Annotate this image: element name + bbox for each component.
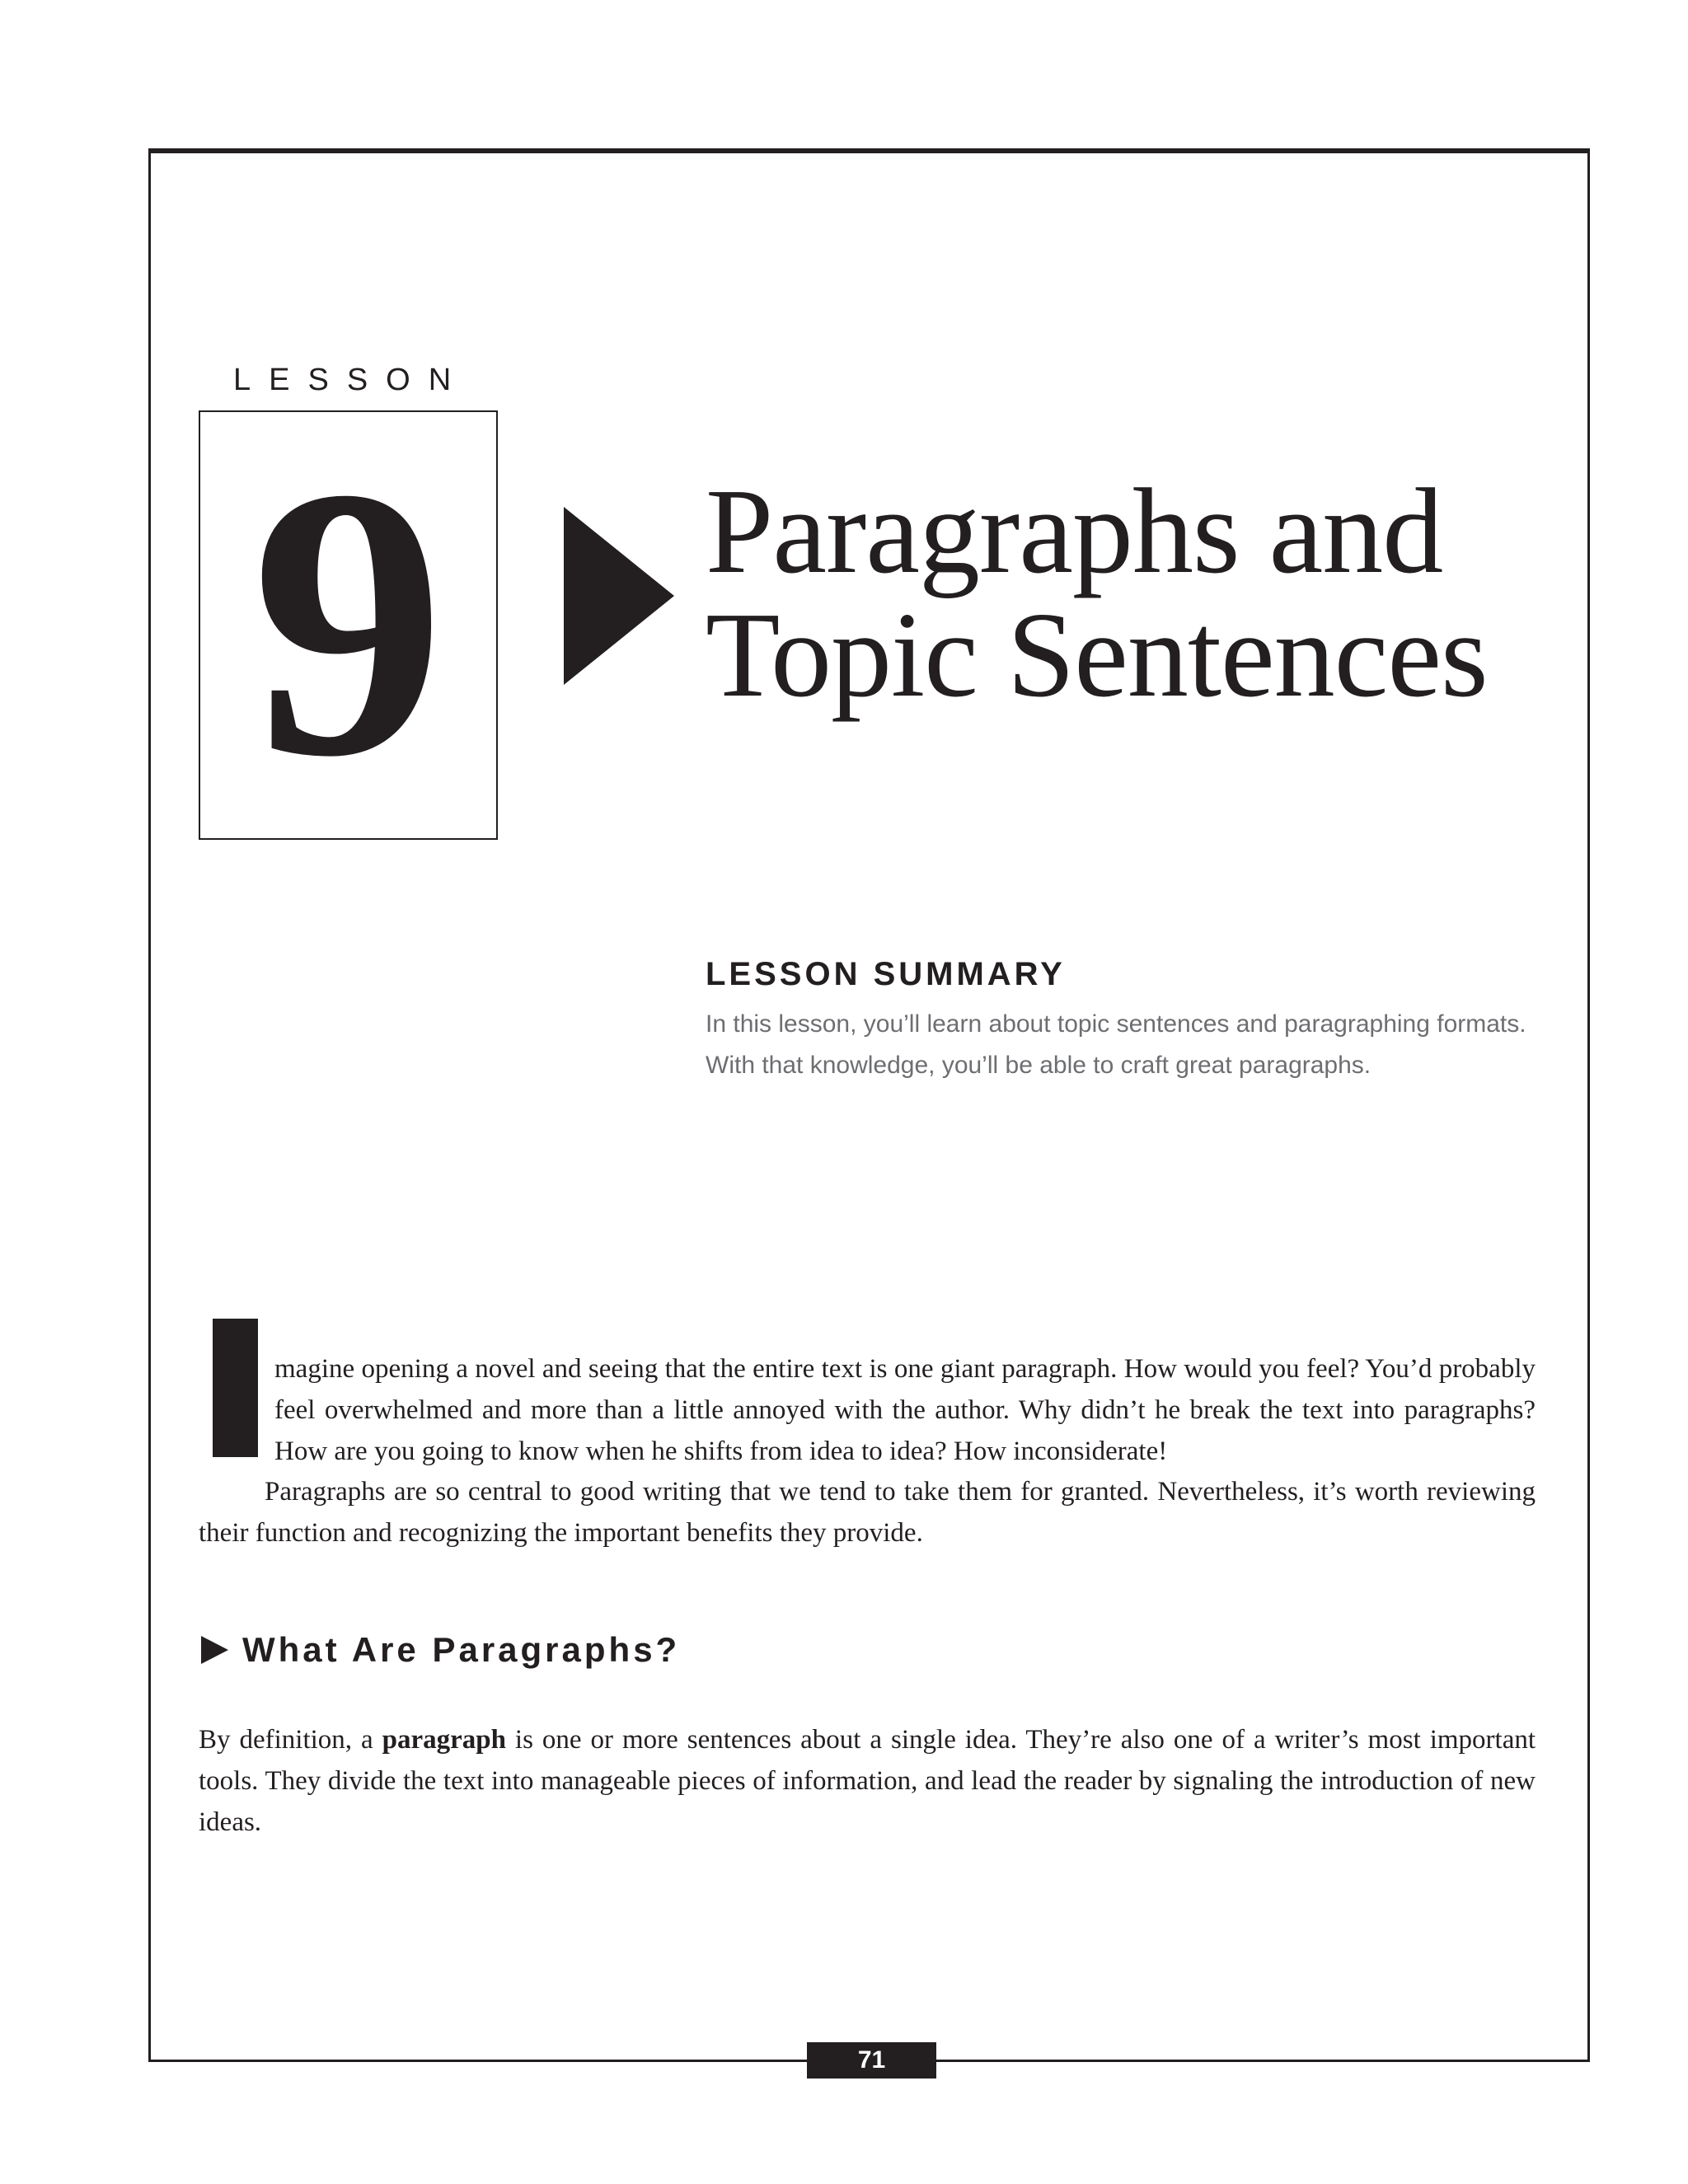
section-bold-term: paragraph — [382, 1725, 506, 1755]
intro-paragraph-2: Paragraphs are so central to good writing that we tend to take them for granted. Nevertheless, it’s worth reviewing their function and recognizing the important benefits they provide. — [199, 1477, 1536, 1548]
intro-paragraph-1: magine opening a novel and seeing that the entire text is one giant paragraph. How would you feel? You’d probably feel overwhelmed and more than a little annoyed with the author. Why didn’t he break the text into paragraphs? How are you going to know when he shifts from idea to idea? How inconsiderate! — [274, 1354, 1536, 1466]
lesson-summary-text: In this lesson, you’ll learn about topic sentences and paragraphing formats. With that knowledge, you’ll be able to craft great paragraphs. — [706, 1010, 1526, 1079]
chapter-title-line-2: Topic Sentences — [706, 588, 1488, 723]
section-text-after: is one or more sentences about a single idea. They’re also one of a writer’s most important tools. They divide the text into manageable pieces of information, and lead the reader by signaling the introduction of new ideas. — [199, 1725, 1536, 1837]
lesson-summary-heading: LESSON SUMMARY — [706, 956, 1066, 992]
lesson-label: LESSON — [233, 363, 470, 397]
section-heading: What Are Paragraphs? — [242, 1630, 681, 1669]
chapter-title — [706, 464, 1571, 723]
chapter-title-line-1: Paragraphs and — [706, 464, 1443, 599]
section-text-before: By definition, a — [199, 1725, 382, 1755]
lesson-number: 9 — [251, 410, 445, 837]
section-paragraph — [199, 1719, 1536, 1843]
lesson-number-box — [199, 410, 498, 840]
section-arrow-icon — [201, 1636, 228, 1664]
drop-cap: I — [213, 1319, 258, 1457]
title-arrow-icon — [564, 507, 674, 685]
page-number: 71 — [807, 2042, 936, 2079]
